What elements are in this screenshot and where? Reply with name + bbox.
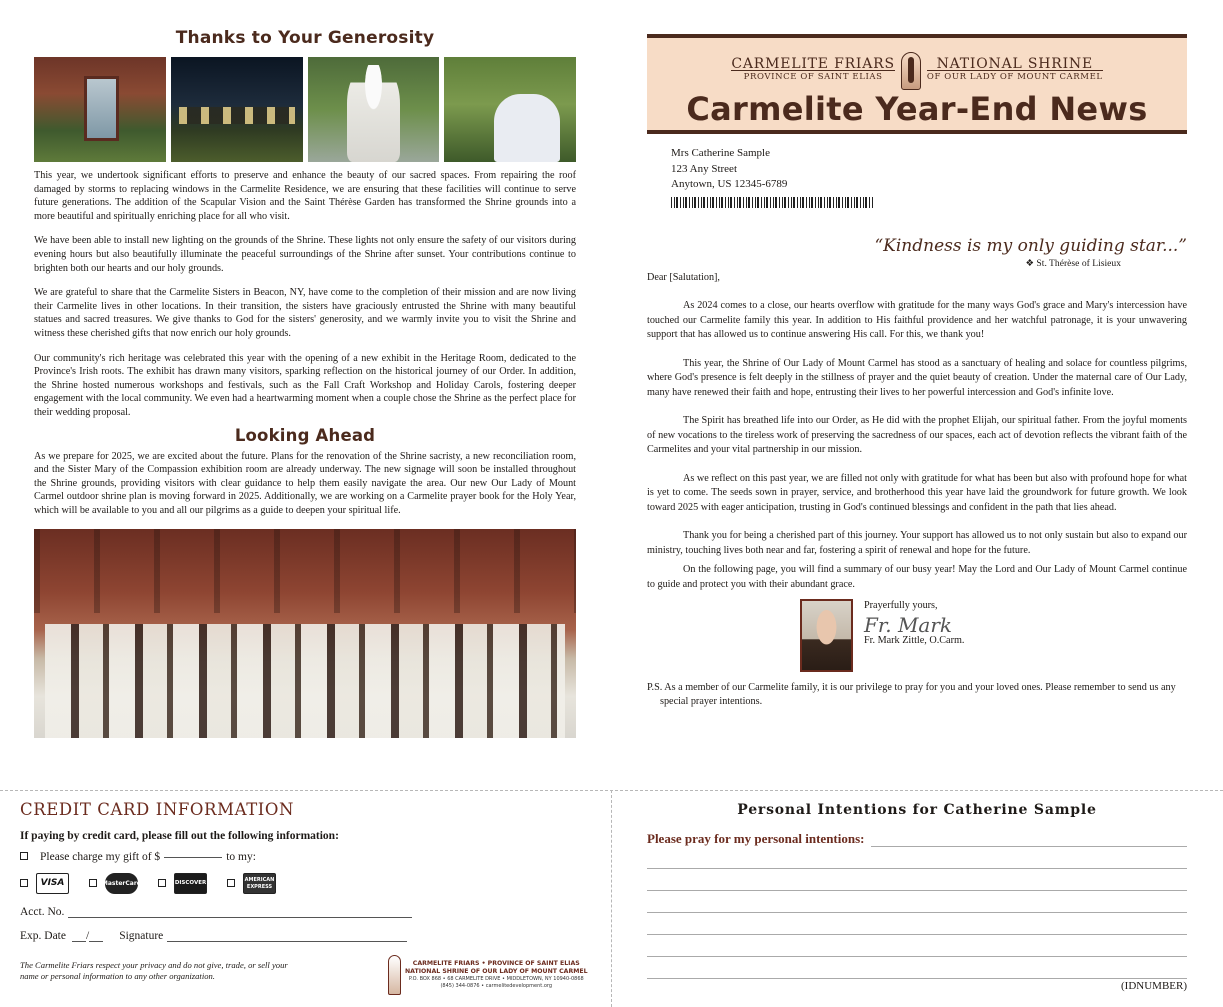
quote-attribution: ❖ St. Thérèse of Lisieux: [1025, 257, 1121, 269]
exp-year-field[interactable]: [89, 941, 103, 942]
intentions-line[interactable]: [647, 935, 1187, 957]
postal-barcode: [671, 197, 873, 208]
id-number: (IDNUMBER): [1121, 980, 1187, 992]
intentions-line[interactable]: [647, 957, 1187, 979]
postscript: P.S. As a member of our Carmelite family, it is our privilege to pray for you and your loved ones. Please remember to send us any special prayer intentions.: [647, 682, 1176, 707]
generosity-paragraph: Our community's rich heritage was celebrated this year with the opening of a new exhibit in the Heritage Room, dedicated to the Province's Irish roots. The exhibit has drawn many visitors, sparking reflection on the historical journey of our Order. In addition, the Shrine hosted numerous workshops and festivals, such as the Fall Craft Workshop and Holiday Carols, fostering deeper engagement with the local community. We even had a heartwarming moment when a couple chose the Shrine as the perfect place for their wedding proposal.: [34, 352, 576, 418]
charge-prefix: Please charge my gift of $: [40, 851, 161, 863]
intentions-line[interactable]: [647, 869, 1187, 891]
amex-checkbox[interactable]: [227, 879, 235, 887]
intentions-prompt-row: [647, 831, 1187, 847]
tear-line-vertical: [611, 790, 612, 1007]
quote: “Kindness is my only guiding star...”: [874, 235, 1187, 256]
night-lighting-photo: [171, 57, 303, 162]
generosity-paragraph: We are grateful to share that the Carmelite Sisters in Beacon, NY, have come to the completion of their mission and are now living their Carmelite lives in other locations. In their transition, the sisters have graciously entrusted the Shrine with many beautiful statues and sacred treasures. We give thanks to God for the sisters' generosity, and we warmly invite you to visit the Shrine and witness these cherished gifts that now enrich our holy grounds.: [34, 287, 576, 339]
signature-label: Signature: [119, 930, 164, 942]
credit-card-heading: CREDIT CARD INFORMATION: [20, 800, 295, 819]
masthead: [647, 34, 1187, 134]
credit-card-instructions: If paying by credit card, please fill out the following information:: [20, 830, 339, 842]
footer-line-4: (845) 344-0876 • carmelitedevelopment.org: [440, 983, 553, 989]
letter-paragraph: Thank you for being a cherished part of this journey. Your support has allowed us to not only sustain but also to expand our ministry, touching lives both near and far, fostering a spirit of renewal and hope for the future.: [647, 530, 1187, 556]
charge-suffix: to my:: [226, 851, 256, 863]
card-type-options: [20, 873, 420, 894]
card-option-discover[interactable]: [158, 873, 207, 894]
looking-ahead-heading: Looking Ahead: [234, 425, 376, 445]
card-option-mastercard[interactable]: [89, 873, 142, 894]
generosity-paragraph: This year, we undertook significant efforts to preserve and enhance the beauty of our sacred spaces. From repairing the roof damaged by storms to replacing windows in the Carmelite Residence, we are ensuring that these facilities will continue to serve future generations. The addition of the Scapular Vision and the Saint Thérèse Garden has transformed the Shrine grounds into a more beautiful and spiritually enriching place for all who visit.: [34, 170, 576, 222]
org-right: NATIONAL SHRINE: [936, 56, 1093, 72]
discover-checkbox[interactable]: [158, 879, 166, 887]
gift-amount-field[interactable]: [164, 857, 222, 858]
charge-checkbox[interactable]: [20, 852, 28, 860]
letter-body: [647, 271, 1187, 593]
exp-month-field[interactable]: [72, 941, 86, 942]
personal-intentions-form: [647, 802, 1187, 979]
letter-paragraph: On the following page, you will find a summary of our busy year! May the Lord and Our Lady of Mount Carmel continue to guide and protect you with their abundant grace.: [647, 564, 1187, 590]
charge-line: [20, 851, 420, 863]
mailing-address: [671, 146, 1187, 208]
privacy-note: The Carmelite Friars respect your privacy and do not give, trade, or sell your name or personal information to any other organization.: [20, 960, 288, 981]
acct-label: Acct. No.: [20, 906, 65, 918]
shrine-emblem-icon: [901, 52, 921, 90]
mastercard-checkbox[interactable]: [89, 879, 97, 887]
generosity-heading: Thanks to Your Generosity: [175, 28, 435, 48]
address-city: Anytown, US 12345-6789: [671, 178, 788, 190]
footer-line-2: NATIONAL SHRINE OF OUR LADY OF MOUNT CARMEL: [405, 968, 588, 975]
intentions-line[interactable]: [647, 847, 1187, 869]
statue-photo: [308, 57, 440, 162]
mastercard-logo: MasterCard: [105, 873, 138, 894]
acct-row: [20, 906, 420, 918]
address-street: 123 Any Street: [671, 162, 737, 175]
right-column: [647, 34, 1187, 709]
intentions-prompt: Please pray for my personal intentions:: [647, 831, 865, 846]
looking-ahead-paragraph: As we prepare for 2025, we are excited about the future. Plans for the renovation of the Shrine sacristy, a new reconciliation room, and the Sister Mary of the Compassion exhibition room are already underway. The new signage will soon be installed throughout the Shrine grounds, providing visitors with clear guidance to help them easily navigate the area. Our new Our Lady of Mount Carmel outdoor shrine plan is moving forward in 2025. Additionally, we are working on a Carmelite prayer book for the Holy Year, which will be available to you and all our pilgrims as a guide to deepen your spiritual life.: [34, 450, 576, 516]
card-option-amex[interactable]: [227, 873, 276, 894]
org-left-sub: PROVINCE OF SAINT ELIAS: [731, 70, 895, 83]
friars-group-photo: [34, 529, 576, 738]
discover-logo: DISCOVER: [174, 873, 207, 894]
visa-checkbox[interactable]: [20, 879, 28, 887]
exp-label: Exp. Date: [20, 930, 66, 942]
visa-logo: VISA: [36, 873, 69, 894]
card-option-visa[interactable]: [20, 873, 69, 894]
letter-paragraph: As 2024 comes to a close, our hearts overflow with gratitude for the many ways God's grace and Mary's intercession have touched our Carmelite family this year. In addition to His faithful providence and her watchful patronage, it is your unwavering support that has allowed us to continue answering His call. For this, we thank you!: [647, 300, 1187, 340]
footer-line-3: P.O. BOX 868 • 68 CARMELITE DRIVE • MIDDLETOWN, NY 10940-0868: [408, 976, 584, 982]
signature-field[interactable]: [167, 941, 407, 942]
intentions-line[interactable]: [871, 835, 1188, 847]
org-left: CARMELITE FRIARS: [731, 56, 895, 72]
intentions-heading: Personal Intentions for Catherine Sample: [737, 802, 1097, 818]
photo-row: [34, 57, 576, 162]
footer-logo: [388, 955, 588, 995]
exp-separator: /: [85, 930, 90, 942]
letter-paragraph: The Spirit has breathed life into our Order, as He did with the prophet Elijah, our spiritual father. From the joyful moments of new vocations to the tireless work of preserving the sacredness of our spaces, each act of devotion reflects the vibrant faith of the Carmelites and your vital partnership in our mission.: [647, 415, 1187, 455]
signature-block: [647, 599, 1187, 673]
address-name: Mrs Catherine Sample: [671, 147, 770, 159]
generosity-paragraph: We have been able to install new lighting on the grounds of the Shrine. These lights not only ensure the safety of our visitors during evening hours but also beautifully illuminate the peaceful surroundings of the Shrine after sunset. Your contributions continue to brighten both our hearts and our holy grounds.: [34, 235, 576, 274]
handwritten-signature: Fr. Mark: [864, 613, 953, 637]
proposal-photo: [444, 57, 576, 162]
amex-logo: AMERICAN EXPRESS: [243, 873, 276, 894]
letter-paragraph: This year, the Shrine of Our Lady of Mount Carmel has stood as a sanctuary of healing and solace for countless pilgrims, where God's presence is felt deeply in the stillness of prayer and the quiet beauty of creation. Under the maternal care of Our Lady, many have renewed their faith and hope, entrusting their lives to her powerful intercession and God's infinite love.: [647, 357, 1187, 398]
salutation: Dear [Salutation],: [647, 271, 720, 283]
signer-name: Fr. Mark Zittle, O.Carm.: [864, 635, 965, 646]
footer-emblem-icon: [388, 955, 401, 995]
left-column: [34, 28, 576, 738]
closing: Prayerfully yours,: [864, 600, 938, 611]
masthead-org-line: [647, 52, 1187, 90]
letter-paragraph: As we reflect on this past year, we are filled not only with gratitude for what has been but also with profound hope for what is yet to come. The seeds sown in prayer, service, and brotherhood this year have laid the groundwork for future growth. We look toward 2025 with eager anticipation, trusting in God's continued blessings and confident in the path that lies ahead.: [647, 472, 1187, 513]
newsletter-title: Carmelite Year-End News: [686, 90, 1148, 128]
credit-card-form: [20, 800, 420, 982]
footer-line-1: CARMELITE FRIARS • PROVINCE OF SAINT ELIAS: [412, 960, 580, 967]
signer-portrait: [800, 599, 853, 672]
exp-row: [20, 930, 420, 942]
org-right-sub: OF OUR LADY OF MOUNT CARMEL: [926, 72, 1103, 82]
account-number-field[interactable]: [68, 917, 412, 918]
shrine-window-photo: [34, 57, 166, 162]
intentions-line[interactable]: [647, 913, 1187, 935]
intentions-line[interactable]: [647, 891, 1187, 913]
